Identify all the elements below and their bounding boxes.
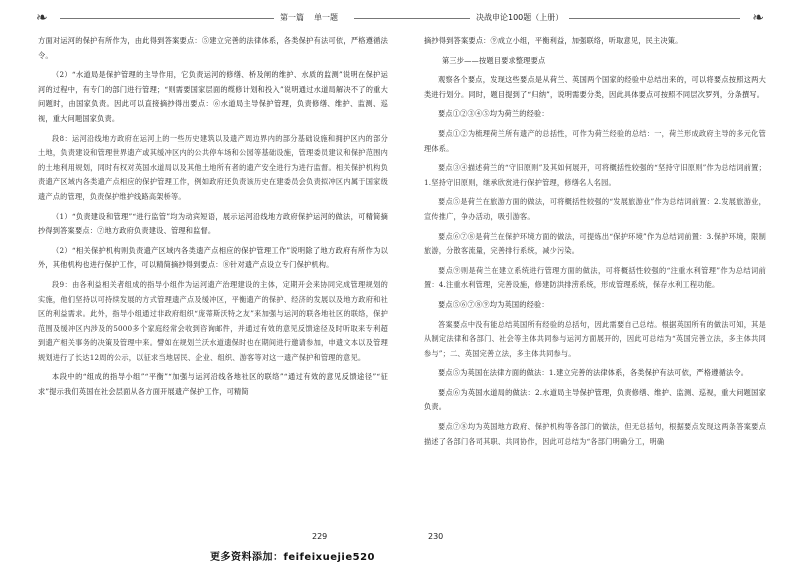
right-paragraph: 要点⑤是荷兰在旅游方面的做法，可将概括性较强的“发展旅游业”作为总结词前置：2.发展旅游业，宣传推广，争办活动，吸引游客。 [424,197,766,221]
page-header [30,10,770,28]
left-page [38,34,388,405]
header-book-title: 决战申论100题（上册） [470,12,569,23]
right-paragraph: 答案要点中没有能总结英国所有经验的总括句，因此需要自己总结。根据英国所有的做法可知，其是从制定法律和各部门、社会等主体共同参与运河方面展开的，因此可总结为“英国完善立法，多主体共同参与”；二、英国完善立法，多主体共同参与。 [424,319,766,358]
ornament-icon-right: ❧ [752,10,764,26]
right-paragraph: 要点③④描述荷兰的“守旧原则”及其如何展开，可将概括性较强的“坚持守旧原则”作为总结词前置；1.坚持守旧原则，继承欣赏进行保护管理，修缮名人名园。 [424,163,766,187]
right-paragraph: 要点⑤⑥⑦⑧⑨均为英国的经验： [438,299,549,309]
right-paragraph: 要点①②③④⑤均为荷兰的经验： [438,109,549,119]
left-paragraph: （2）“水道局是保护管理的主导作用，它负责运河的修缮、桥及闸的维护、水质的监测”说明在保护运河的过程中，有专门的部门进行管理；“则需要国家层面的缆修计划和投入”说明通过水道局解决不了的重大问题时，由国家负责。因此可以直接摘抄得出要点：⑥水道局主导保护管理，负责修缮、维护、监测、巡视，重大问题国家负责。 [38,70,388,123]
right-page-number: 230 [428,532,444,541]
left-paragraph: （2）“相关保护机构则负责遗产区域内各类遗产点相应的保护管理工作”说明除了地方政府有所作为以外，其他机构也进行保护工作，可以精简摘抄得到要点：⑧针对遗产点设立专门保护机构。 [38,245,388,270]
left-paragraph: （1）“负责建设和管理”“进行监管”均为动宾短语，展示运河沿线地方政府保护运河的做法，可精简摘抄得到答案要点：⑦地方政府负责建设、管理和监督。 [38,211,388,236]
section-heading: 第三步——按题目要求整理要点 [442,55,546,65]
header-chapter: 单一题 [314,13,338,22]
left-paragraph: 本段中的“组成的指导小组”“平衡”“加强与运河沿线各地社区的联络”“通过有效的意见反馈途径”“征求”提示我们英国在社会层面从各方面开展遗产保护工作，可精简 [38,372,388,397]
left-page-number: 229 [312,532,328,541]
header-left-title [274,12,354,23]
header-rule [60,18,740,19]
ornament-icon-left: ❧ [36,10,48,26]
right-paragraph: 要点⑤为英国在法律方面的做法：1.建立完善的法律体系，各类保护有法可依，严格遵循法令。 [438,368,749,378]
left-paragraph: 方面对运河的保护有所作为，由此得到答案要点：⑤建立完善的法律体系，各类保护有法可依，严格遵循法令。 [38,36,388,60]
right-page [424,34,766,454]
right-paragraph: 摘抄得到答案要点：⑨成立小组，平衡利益，加强联络，听取意见，民主决策。 [424,36,683,45]
right-paragraph: 要点⑥为英国水道局的做法：2.水道局主导保护管理，负责修缮、维护、监测、巡视，重大问题国家负责。 [424,387,766,412]
right-paragraph: 要点⑦⑧均为英国地方政府、保护机构等各部门的做法，但无总括句，根据要点发现这两条答案要点描述了各部门各司其职、共同协作，因此可总结为“各部门明确分工，明确 [424,422,766,446]
left-paragraph: 段9：由各利益相关者组成的指导小组作为运河遗产治理建设的主体，定期开会来协同完成管理规划的实施，他们坚持以可持续发展的方式管理遗产点及缓冲区，平衡遗产的保护、经济的发展以及地方政府和社区的利益需求。此外，指导小组通过非政府组织“庞蒂斯沃特之友”来加强与运河的联各地社区的联络，保护范围及缓冲区内涉及的5000多个家庭经常会收到咨询邮件，并通过有效的意见反馈途径及时听取来专利超到遗产相关事务的决策及管理中来。譬如在规划兰沃水道遗保时也在期间进行邀请参加，申遗文本以及管理规划进行了长达12周的公示，以征求当地居民、企业、组织、游客等对这一遗产保护和管理的意见。 [38,279,388,362]
header-part: 第一篇 [280,13,304,22]
left-paragraph: 段8：运河沿线地方政府在运河上的一些历史建筑以及遗产周边界内的部分基础设施和拥护区内的部分土地，负责建设和管理世界遗产或其缓冲区内的公共停车场和公园等基础设施，管理委员建议和保护范围内的土地利用规划，同时有权对英国水道局以及其他土地所有者的遗产安全进行为进行监督。相关保护机构负责遗产区域内各类遗产点相应的保护管理工作，例如政府还负责该历史在建委员会负责拟冲区内属于国家级遗产点的管理，负责保护维护线路高架桥等。 [38,133,388,201]
right-paragraph: 要点⑨则是荷兰在建立系统进行管理方面的做法，可将概括性较强的“注重水利管理”作为总结词前置：4.注重水利管理，完善设施，修建防洪排涝系统，形成管理系统，保存水利工程功能。 [424,265,766,290]
right-paragraph: 要点⑥⑦⑧是荷兰在保护环境方面的做法，可提炼出“保护环境”作为总结词前置：3.保护环境，限制旅游，分散客流量，完善排行系统，减少污染。 [424,231,766,256]
right-paragraph: 要点①②为梳理荷兰所有遗产的总括性，可作为荷兰经验的总结：一，荷兰形成政府主导的多元化管理体系。 [424,128,766,153]
footer-watermark-text: 更多资料添加：feifeixuejie520 [210,552,375,563]
right-paragraph: 观察各个要点，发现这些要点是从荷兰、英国两个国家的经验中总结出来的，可以将要点按照这两大类进行划分。同时，题目提到了“归纳”，说明需要分类，因此具体要点可按照不同层次罗列，分条撰写。 [424,75,766,99]
